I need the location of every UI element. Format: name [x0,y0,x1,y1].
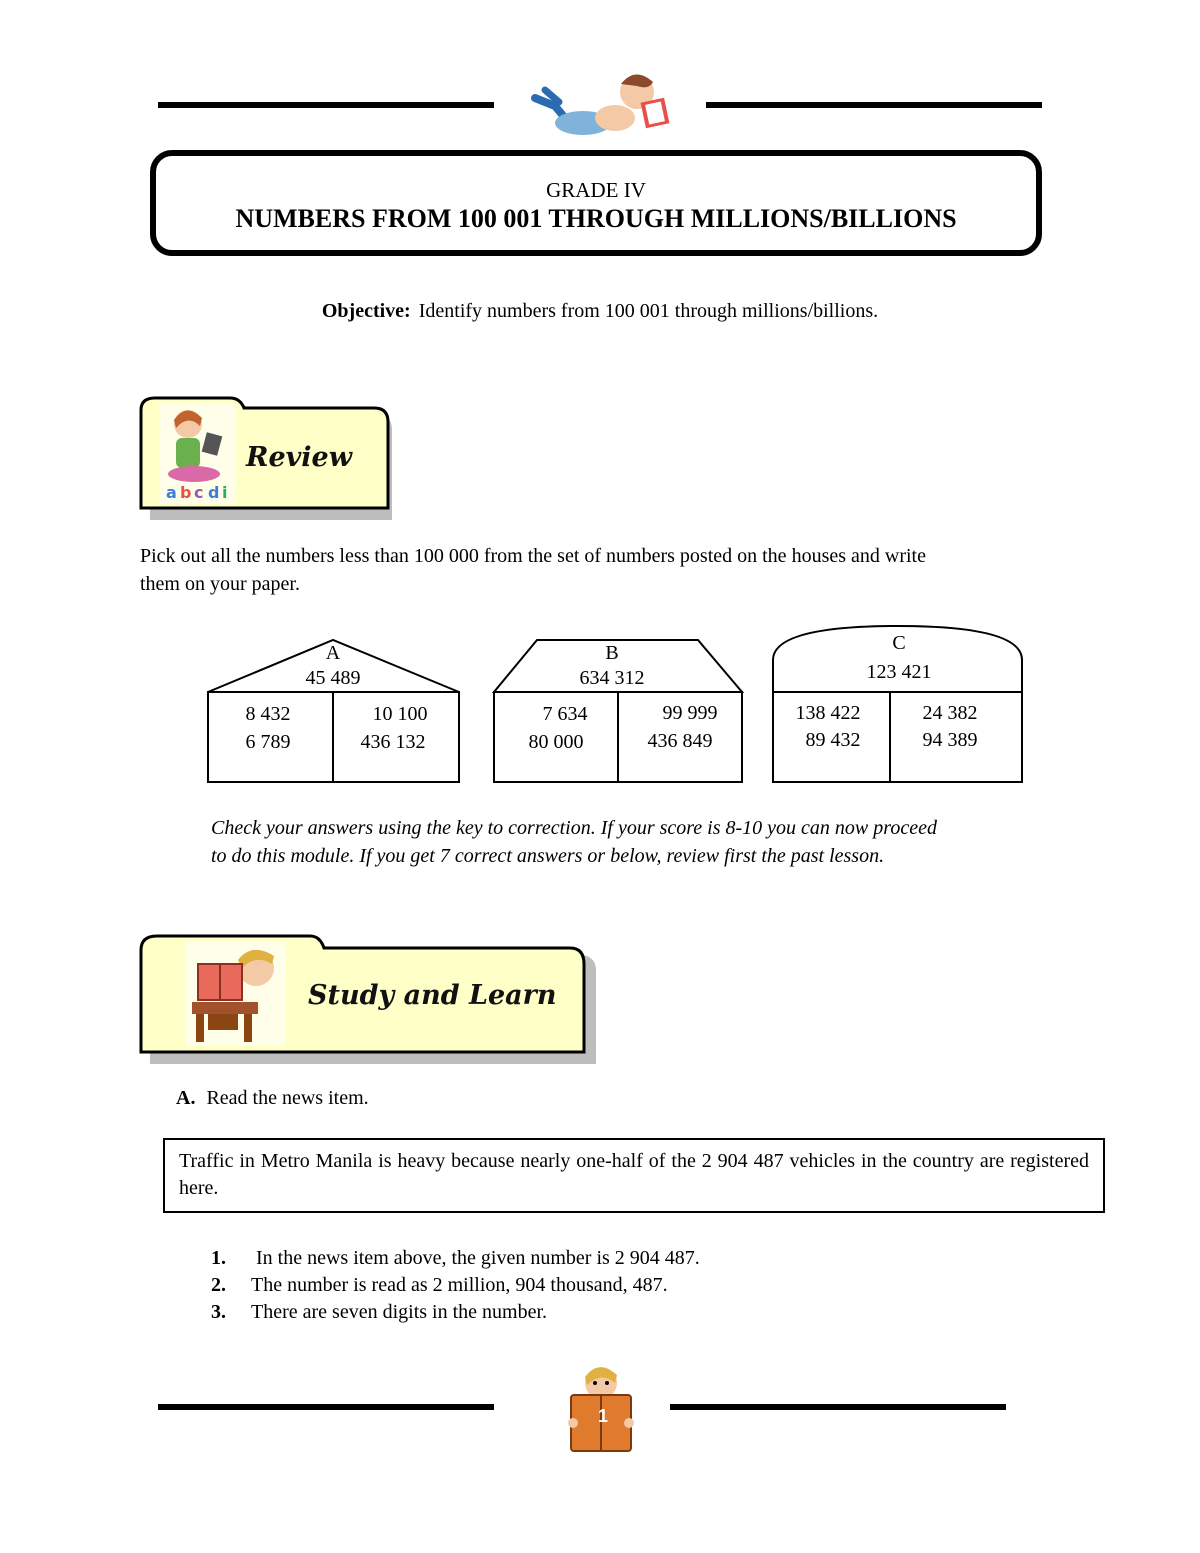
list-item-3-num: 3. [211,1301,226,1323]
house-c-left-2: 89 432 [805,729,861,751]
house-a-right-1: 10 100 [372,703,428,725]
list-item-3 [211,1301,547,1324]
list-item-1-text: In the news item above, the given number is 2 904 487. [251,1247,700,1269]
svg-text:i: i [222,483,228,502]
bottom-rule-left [158,1404,494,1410]
study-banner [138,934,608,1075]
house-a-right-2: 436 132 [360,731,426,753]
review-instruction-line1: Pick out all the numbers less than 100 000 from the set of numbers posted on the houses and write [140,545,926,567]
svg-text:b: b [180,483,192,502]
house-a-left-1: 8 432 [245,703,291,725]
svg-text:d: d [208,483,220,502]
house-a-left-2: 6 789 [245,731,291,753]
house-c-letter: C [892,632,906,654]
house-b-right-1: 99 999 [662,702,718,724]
house-c-roof-number: 123 421 [866,661,932,683]
house-b-letter: B [605,642,619,664]
house-a-letter: A [325,642,341,664]
review-note-line2: to do this module. If you get 7 correct answers or below, review first the past lesson. [211,845,885,867]
part-a-text: Read the news item. [206,1087,369,1109]
objective-text: Identify numbers from 100 001 through millions/billions. [418,300,879,322]
house-c-right-1: 24 382 [922,702,978,724]
list-item-2-num: 2. [211,1274,226,1296]
list-item-2 [211,1274,668,1297]
list-item-3-text: There are seven digits in the number. [251,1301,548,1323]
house-b-roof-number: 634 312 [579,667,645,689]
svg-text:a: a [166,483,177,502]
house-a-roof-number: 45 489 [305,667,361,689]
study-label: Study and Learn [308,980,557,1011]
list-item-1 [211,1247,700,1270]
news-item-box: Traffic in Metro Manila is heavy because nearly one-half of the 2 904 487 vehicles in the country are registered here. [163,1138,1105,1213]
page-title: NUMBERS FROM 100 001 THROUGH MILLIONS/BILLIONS [235,204,957,233]
svg-text:c: c [194,483,204,502]
part-a-label: A. [176,1087,196,1109]
bottom-rule-right [670,1404,1006,1410]
review-note [211,814,1111,870]
list-item-2-text: The number is read as 2 million, 904 thousand, 487. [251,1274,668,1296]
house-b-left-1: 7 634 [542,703,588,725]
list-item-1-num: 1. [211,1247,226,1269]
house-b-left-2: 80 000 [528,731,584,753]
review-note-line1: Check your answers using the key to correction. If your score is 8-10 you can now proceed [211,817,937,839]
review-label: Review [246,442,352,473]
page-number: 1 [598,1406,609,1426]
boy-reading-desk-icon [186,942,286,1046]
review-instruction-line2: them on your paper. [140,573,300,595]
grade-label: GRADE IV [546,178,646,202]
objective-label: Objective: [321,300,411,322]
house-c-right-2: 94 389 [922,729,978,751]
part-a [176,1084,369,1112]
house-c-left-1: 138 422 [795,702,861,724]
house-b-right-2: 436 849 [647,730,713,752]
